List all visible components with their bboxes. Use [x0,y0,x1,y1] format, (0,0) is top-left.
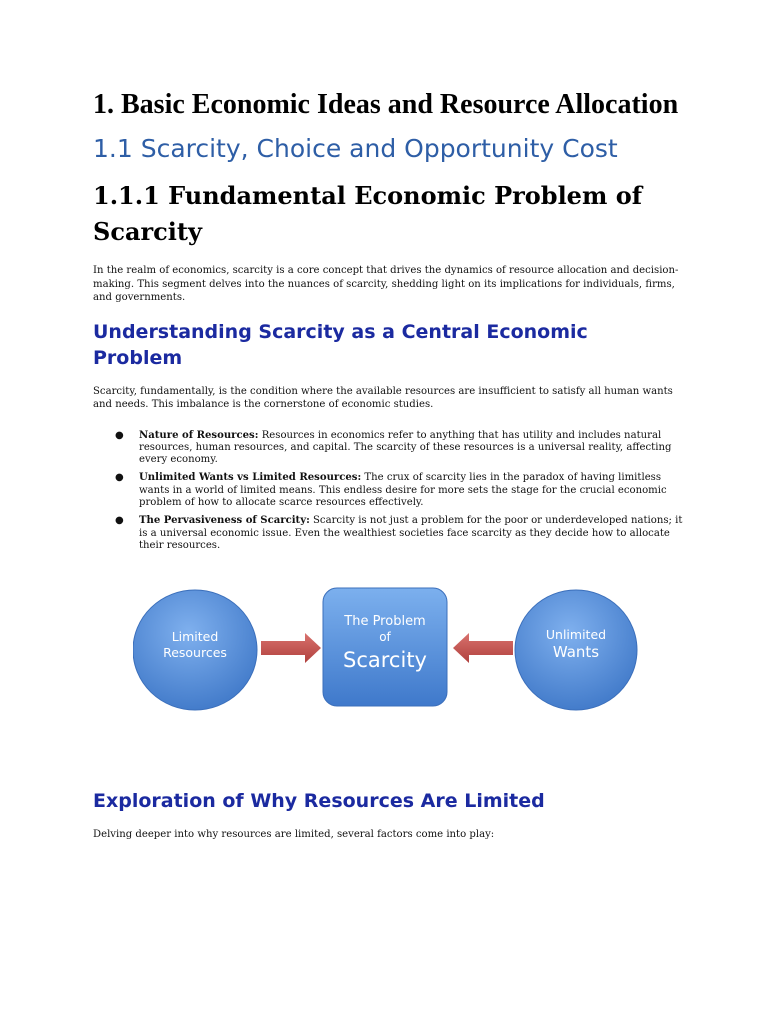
scarcity-bullet-list [93,430,683,553]
bullet-text: Scarcity is not just a problem for the poor or underdeveloped nations; it is a universal economic issue. Even the wealthiest societies face scarcity as they decide how to allocate their resources. [139,515,683,551]
list-item [115,472,683,509]
right-arrow-icon [261,633,321,663]
bullet-term: Nature of Resources: [139,429,259,441]
list-item [115,429,683,467]
limited-resources-label: Limited Resources [163,629,227,660]
left-arrow-icon [453,633,513,663]
bullet-icon: ● [115,515,124,527]
bullet-text: The crux of scarcity lies in the paradox of having limitless wants in a world of limited means. This endless desire for more sets the stage for the crucial economic problem of how to allocate scarce resources effectively. [139,472,667,508]
bullet-icon: ● [115,429,124,441]
problem-of-scarcity-label: The Problem of Scarcity [343,614,427,673]
scarcity-diagram [133,584,643,724]
bullet-icon: ● [115,472,124,484]
bullet-term: Unlimited Wants vs Limited Resources: [139,472,362,484]
unlimited-wants-label: Unlimited Wants [545,627,607,661]
bullet-text: Resources in economics refer to anything that has utility and includes natural resources, human resources, and capital. The scarcity of these resources is a universal reality, affecting every economy. [139,429,672,466]
section-title: 1.1 Scarcity, Choice and Opportunity Cost [93,134,618,163]
intro-paragraph: In the realm of economics, scarcity is a core concept that drives the dynamics of resource allocation and decision-making. This segment delves into the nuances of scarcity, shedding light on its implications for individuals, firms, and governments. [93,265,679,303]
resources-limited-paragraph: Delving deeper into why resources are limited, several factors come into play: [93,829,495,841]
bullet-term: The Pervasiveness of Scarcity: [139,515,310,527]
heading-why-resources-limited: Exploration of Why Resources Are Limited [93,790,545,813]
chapter-title: 1. Basic Economic Ideas and Resource Allocation [93,89,679,120]
heading-understanding-scarcity: Understanding Scarcity as a Central Economic Problem [93,320,588,369]
scarcity-definition-paragraph: Scarcity, fundamentally, is the condition where the available resources are insufficient to satisfy all human wants and needs. This imbalance is the cornerstone of economic studies. [93,385,673,410]
list-item [115,515,683,552]
subsection-title: 1.1.1 Fundamental Economic Problem of Scarcity [93,181,643,246]
document-page [93,88,683,842]
